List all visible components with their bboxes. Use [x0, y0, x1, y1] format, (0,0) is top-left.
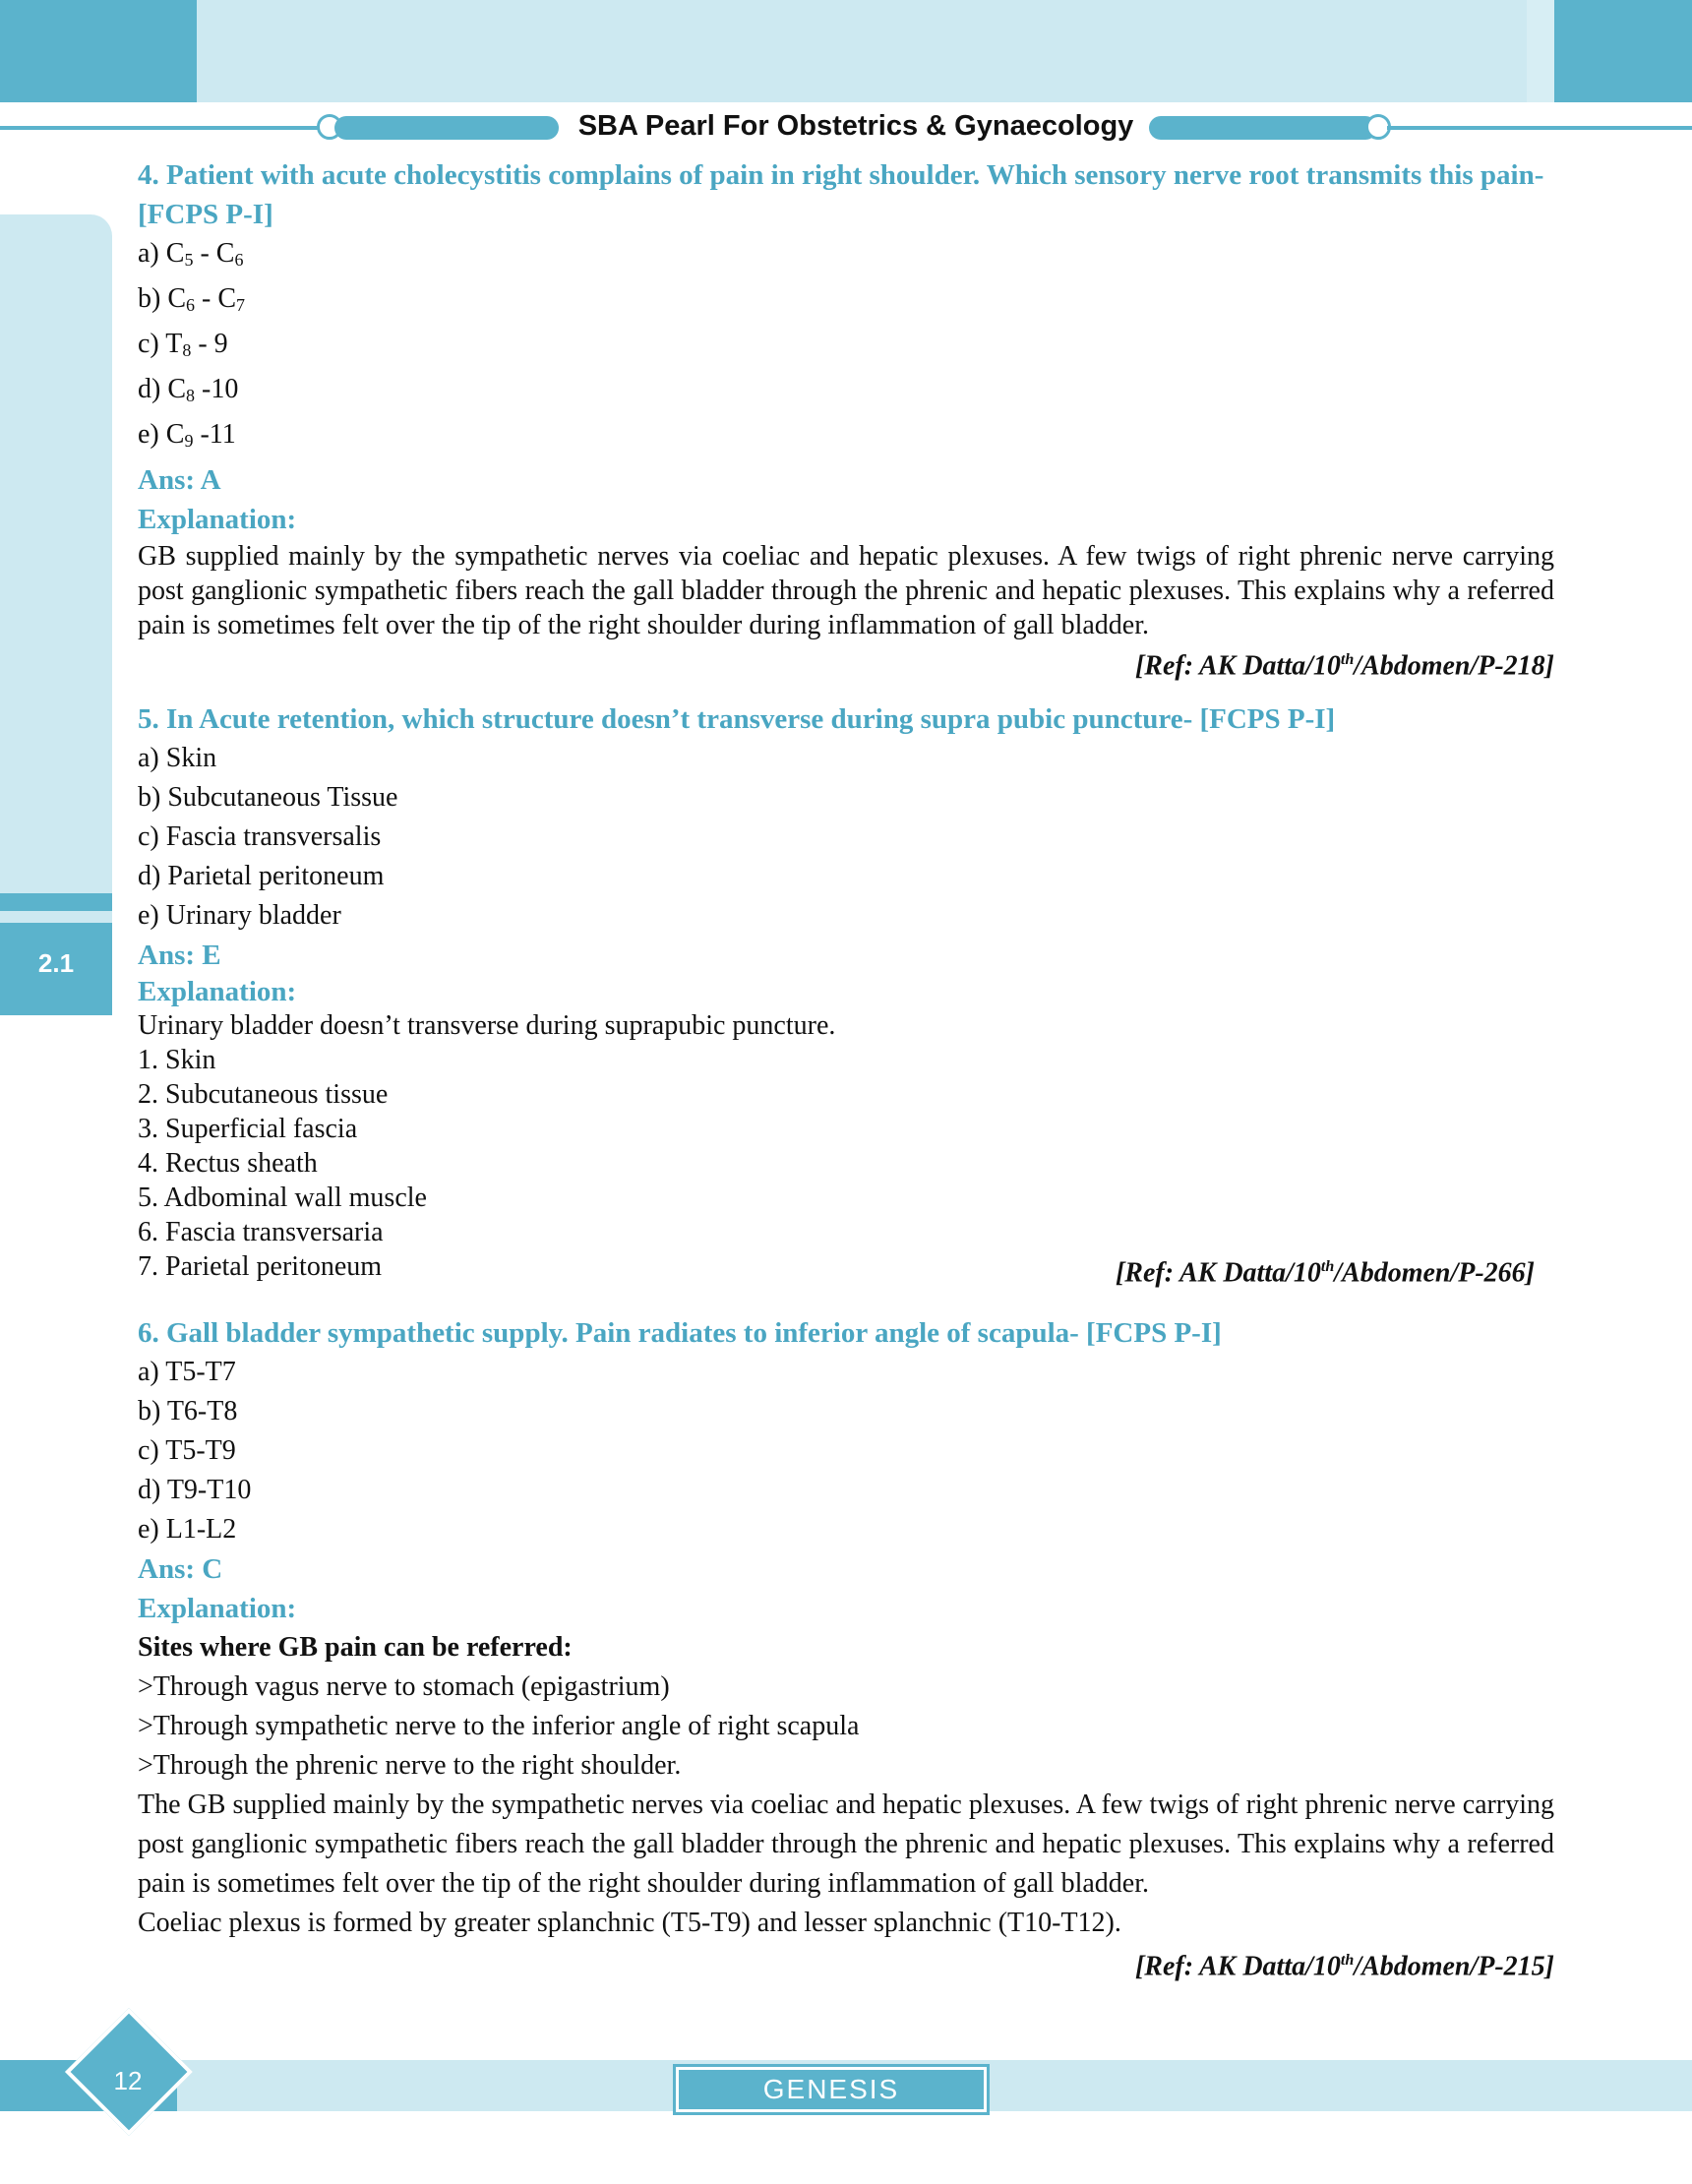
question-4: 4. Patient with acute cholecystitis complains of pain in right shoulder. Which sensory nerve root transmits this pain- [FCPS P-I]: [138, 159, 1544, 230]
q5-option-b: b) Subcutaneous Tissue: [138, 782, 398, 814]
header-right-block: [1554, 0, 1692, 102]
page-content: [138, 155, 1554, 1984]
q6-site-3: >Through the phrenic nerve to the right shoulder.: [138, 1749, 682, 1781]
q5-option-d: d) Parietal peritoneum: [138, 861, 385, 892]
publisher-name: GENESIS: [762, 2074, 900, 2104]
title-rule-right-capsule: [1149, 116, 1377, 140]
q4-reference: [Ref: AK Datta/10th/Abdomen/P-218]: [1134, 650, 1554, 682]
q5-layer-3: 3. Superficial fascia: [138, 1114, 358, 1145]
q4-answer: Ans: A: [138, 464, 221, 496]
q5-reference: [Ref: AK Datta/10th/Abdomen/P-266]: [1115, 1257, 1535, 1289]
q5-layer-2: 2. Subcutaneous tissue: [138, 1079, 389, 1111]
q6-option-b: b) T6-T8: [138, 1395, 238, 1426]
q5-option-c: c) Fascia transversalis: [138, 821, 382, 853]
q4-option-a: a) $C_5 - C_6$: [138, 238, 244, 270]
q5-explanation: Urinary bladder doesn’t transverse during suprapubic puncture.: [138, 1010, 836, 1042]
q4-explanation-label: Explanation:: [138, 504, 297, 535]
q5-last-row: [138, 1249, 1554, 1291]
q6-explanation-label: Explanation:: [138, 1592, 297, 1624]
q5-layer-4: 4. Rectus sheath: [138, 1148, 318, 1180]
q6-answer: Ans: C: [138, 1552, 223, 1585]
q6-site-1: >Through vagus nerve to stomach (epigastrium): [138, 1670, 670, 1702]
q6-coeliac-note: Coeliac plexus is formed by greater splanchnic (T5-T9) and lesser splanchnic (T10-T12).: [138, 1907, 1121, 1938]
title-rule-right: [1387, 126, 1692, 130]
q4-explanation: GB supplied mainly by the sympathetic nerves via coeliac and hepatic plexuses. A few twigs of right phrenic nerve carrying post ganglionic sympathetic fibers reach the gall bladder through the phrenic and hepatic plexuses. This explains why a referred pain is sometimes felt over the tip of the right shoulder during inflammation of gall bladder.: [138, 541, 1554, 640]
q6-option-c: c) T5-T9: [138, 1434, 236, 1466]
title-rule-left: [0, 126, 325, 130]
question-6: 6. Gall bladder sympathetic supply. Pain radiates to inferior angle of scapula- [FCPS P-I]: [138, 1316, 1222, 1349]
q5-option-e: e) Urinary bladder: [138, 900, 341, 932]
q6-reference: [Ref: AK Datta/10th/Abdomen/P-215]: [1134, 1950, 1554, 1981]
q6-sites-heading: Sites where GB pain can be referred:: [138, 1631, 573, 1663]
chapter-tab-strip: [0, 893, 112, 911]
chapter-tab: [0, 214, 112, 893]
q4-option-c: c) $T_8 - 9$: [138, 329, 228, 360]
chapter-number-box: [0, 923, 112, 1015]
q5-layer-5: 5. Adbominal wall muscle: [138, 1183, 427, 1214]
q4-option-d: d) $C_8$ -10: [138, 374, 239, 405]
q5-layer-1: 1. Skin: [138, 1045, 216, 1076]
q5-layer-7: 7. Parietal peritoneum: [138, 1251, 383, 1283]
q5-explanation-label: Explanation:: [138, 976, 297, 1008]
q6-option-a: a) T5-T7: [138, 1356, 236, 1387]
chapter-number: 2.1: [37, 948, 75, 978]
header-right-stripe: [1527, 0, 1554, 102]
publisher-badge: [673, 2064, 990, 2115]
q6-option-d: d) T9-T10: [138, 1474, 252, 1505]
q6-option-e: e) L1-L2: [138, 1513, 237, 1545]
title-rule-left-capsule: [334, 116, 559, 140]
q5-answer: Ans: E: [138, 940, 221, 972]
q4-option-b: b) $C_6 - C_7$: [138, 283, 245, 315]
q6-site-2: >Through sympathetic nerve to the inferior angle of right scapula: [138, 1710, 860, 1741]
q6-explanation: The GB supplied mainly by the sympathetic nerves via coeliac and hepatic plexuses. A few twigs of right phrenic nerve carrying post ganglionic sympathetic fibers reach the gall bladder through the phrenic and hepatic plexuses. This explains why a referred pain is sometimes felt over the tip of the right shoulder during inflammation of gall bladder.: [138, 1789, 1554, 1899]
book-title: SBA Pearl For Obstetrics & Gynaecology: [577, 110, 1134, 142]
q5-layer-6: 6. Fascia transversaria: [138, 1217, 384, 1248]
header-left-block: [0, 0, 197, 102]
question-5: 5. In Acute retention, which structure doesn’t transverse during supra pubic puncture- [FCPS P-I]: [138, 703, 1336, 736]
page-number: 12: [113, 2066, 143, 2095]
q5-option-a: a) Skin: [138, 743, 217, 774]
header-band: [224, 0, 1554, 102]
header-left-stripe: [197, 0, 224, 102]
chapter-tab-gap: [0, 911, 112, 923]
q4-option-e: e) $C_9$ -11: [138, 419, 236, 451]
